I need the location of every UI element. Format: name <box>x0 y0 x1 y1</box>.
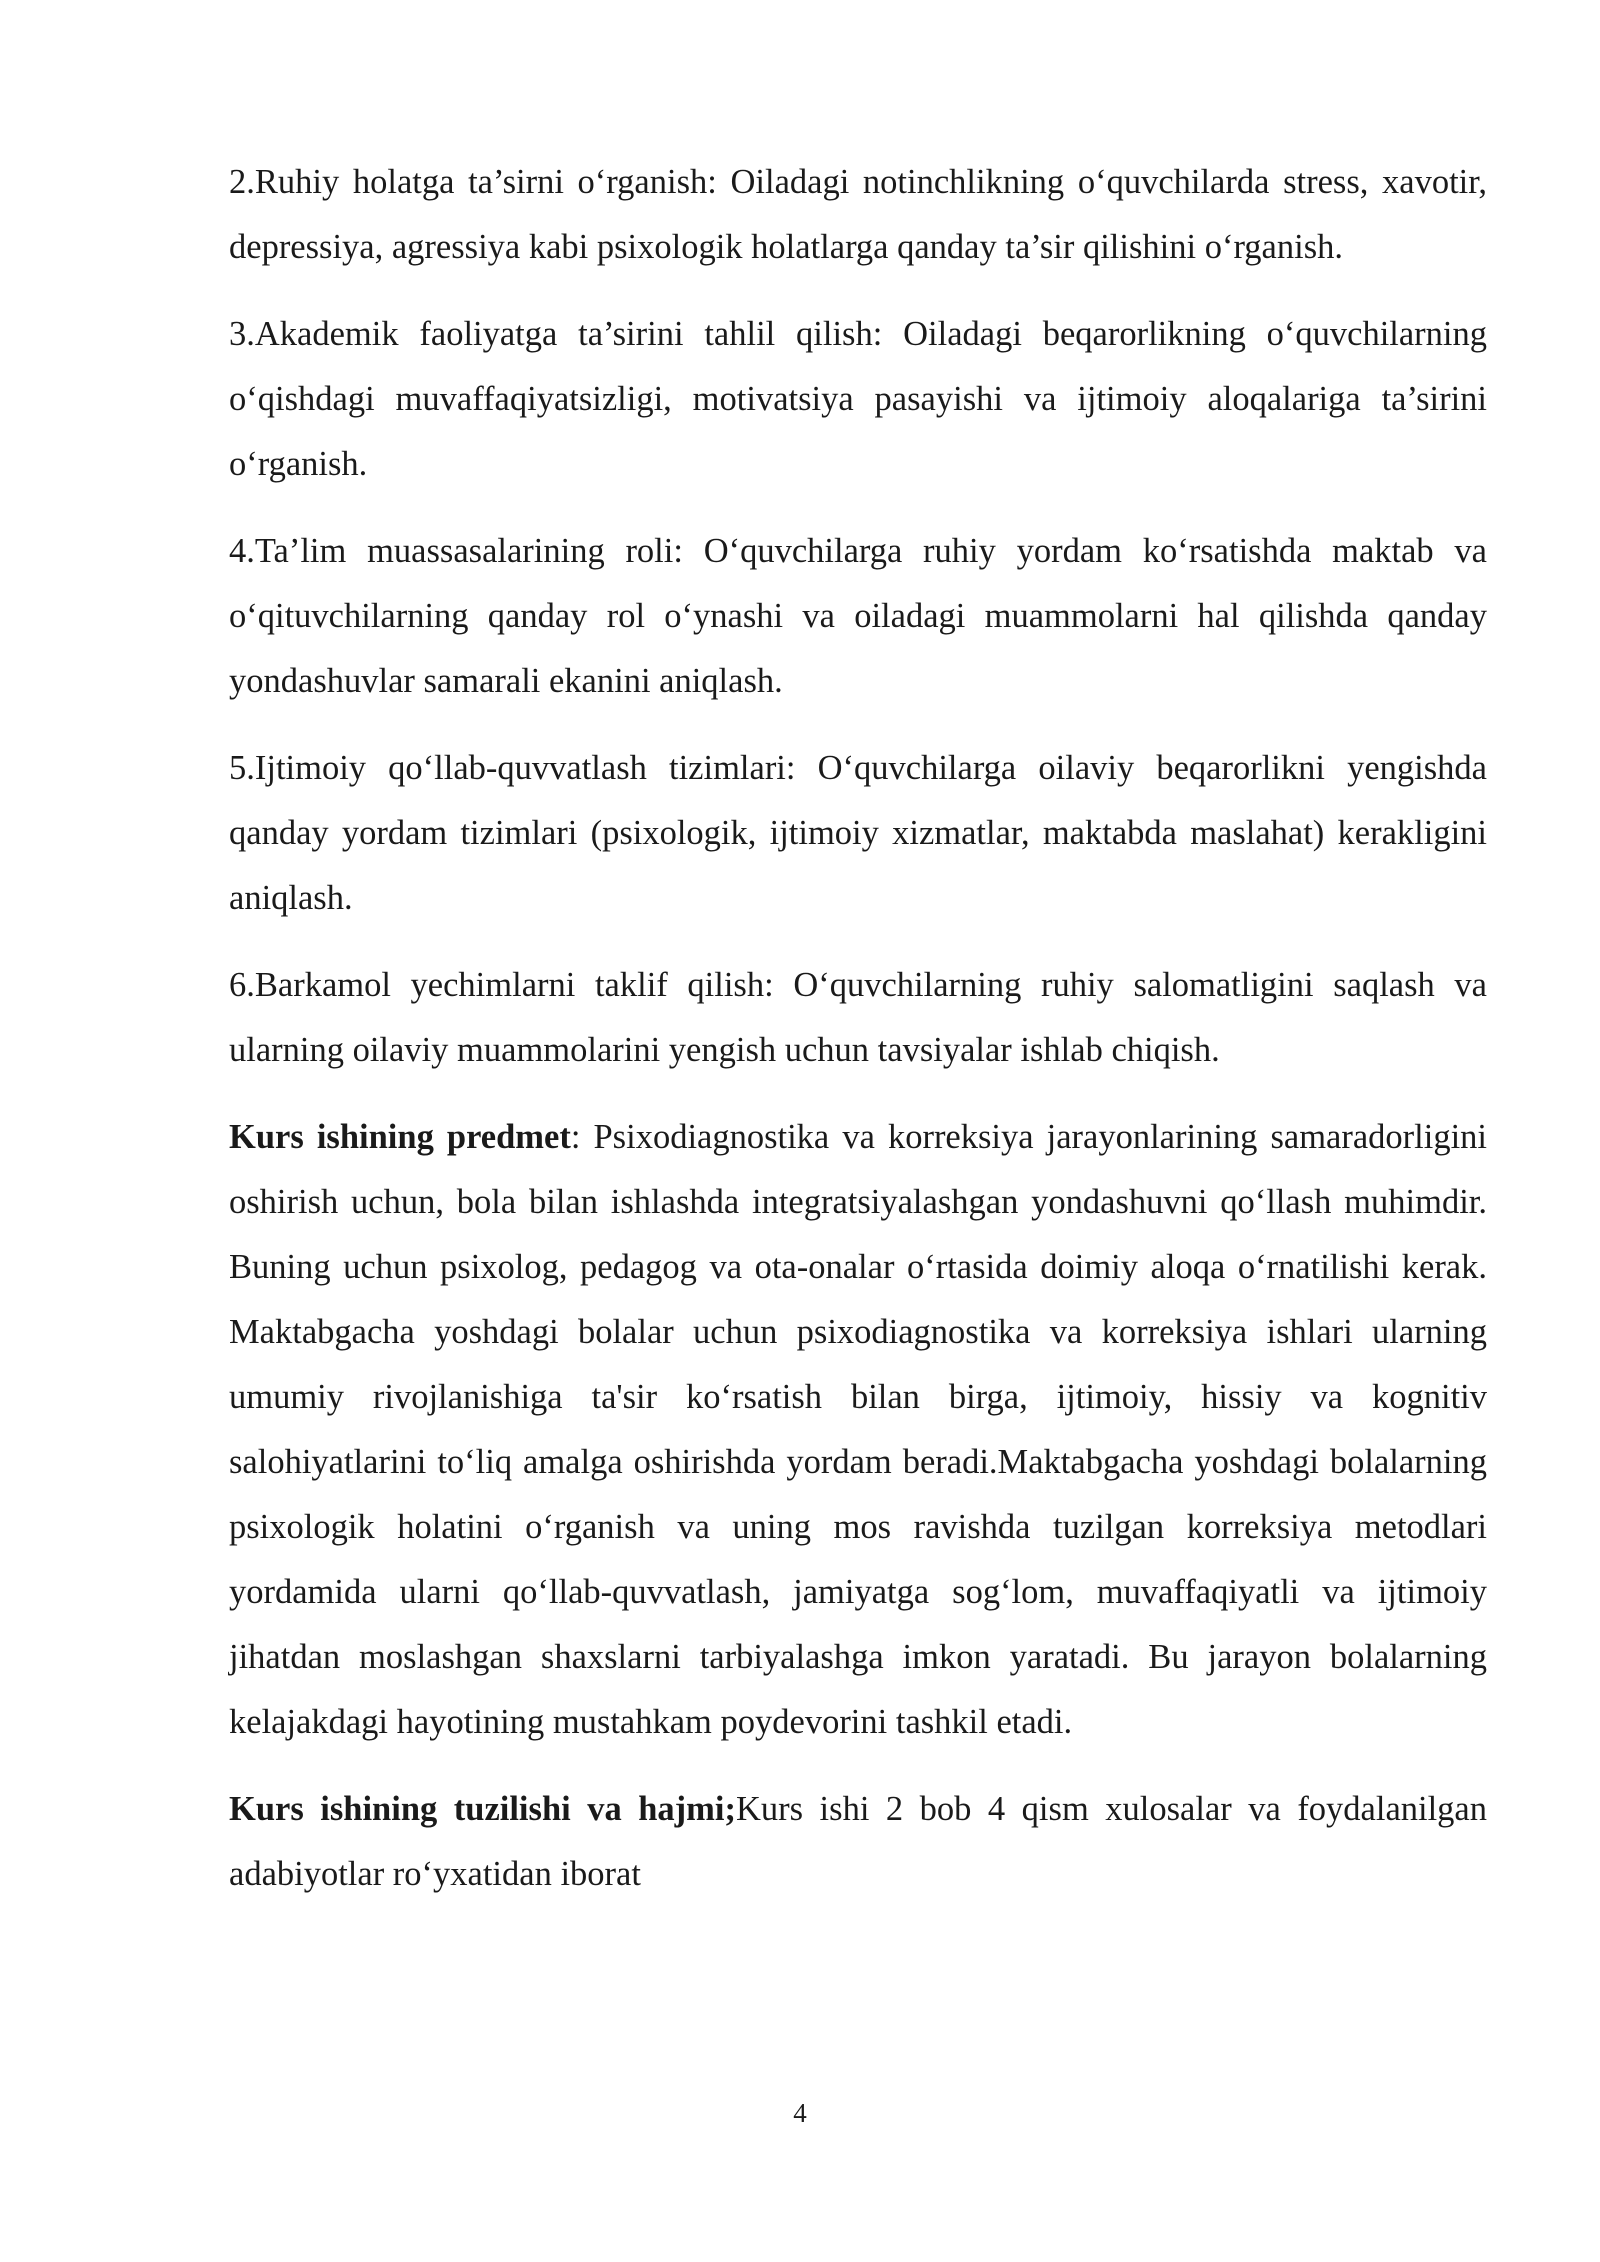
paragraph-item-5 <box>229 736 1487 931</box>
paragraph-text: 6.Barkamol yechimlarni taklif qilish: O‘quvchilarning ruhiy salomatligini saqlash va ularning oilaviy muammolarini yengish uchun tavsiyalar ishlab chiqish. <box>229 966 1487 1069</box>
paragraph-heading: Kurs ishining tuzilishi va hajmi; <box>229 1790 736 1828</box>
paragraph-text: 4.Ta’lim muassasalarining roli: O‘quvchilarga ruhiy yordam ko‘rsatishda maktab va o‘qituvchilarning qanday rol o‘ynashi va oiladagi muammolarni hal qilishda qanday yondashuvlar samarali ekanini aniqlash. <box>229 532 1487 700</box>
paragraph-item-4 <box>229 519 1487 714</box>
paragraph-item-2 <box>229 150 1487 280</box>
paragraph-item-3 <box>229 302 1487 497</box>
paragraph-text: : Psixodiagnostika va korreksiya jarayonlarining samaradorligini oshirish uchun, bola bilan ishlashda integratsiyalashgan yondashuvni qo‘llash muhimdir. Buning uchun psixolog, pedagog va ota-onalar o‘rtasida doimiy aloqa o‘rnatilishi kerak. Maktabgacha yoshdagi bolalar uchun psixodiagnostika va korreksiya ishlari ularning umumiy rivojlanishiga ta'sir ko‘rsatish bilan birga, ijtimoiy, hissiy va kognitiv salohiyatlarini to‘liq amalga oshirishda yordam beradi.Maktabgacha yoshdagi bolalarning psixologik holatini o‘rganish va uning mos ravishda tuzilgan korreksiya metodlari yordamida ularni qo‘llab-quvvatlash, jamiyatga sog‘lom, muvaffaqiyatli va ijtimoiy jihatdan moslashgan shaxslarni tarbiyalashga imkon yaratadi. Bu jarayon bolalarning kelajakdagi hayotining mustahkam poydevorini tashkil etadi. <box>229 1118 1487 1741</box>
paragraph-text: 5.Ijtimoiy qo‘llab-quvvatlash tizimlari: O‘quvchilarga oilaviy beqarorlikni yengishda qanday yordam tizimlari (psixologik, ijtimoiy xizmatlar, maktabda maslahat) kerakligini aniqlash. <box>229 749 1487 917</box>
paragraph-text: 2.Ruhiy holatga ta’sirni o‘rganish: Oiladagi notinchlikning o‘quvchilarda stress, xavotir, depressiya, agressiya kabi psixologik holatlarga qanday ta’sir qilishini o‘rganish. <box>229 163 1487 266</box>
document-body <box>229 150 1487 1929</box>
paragraph-item-6 <box>229 953 1487 1083</box>
paragraph-text: 3.Akademik faoliyatga ta’sirini tahlil qilish: Oiladagi beqarorlikning o‘quvchilarning o‘qishdagi muvaffaqiyatsizligi, motivatsiya pasayishi va ijtimoiy aloqalariga ta’sirini o‘rganish. <box>229 315 1487 483</box>
page-number: 4 <box>793 2098 807 2128</box>
paragraph-structure <box>229 1777 1487 1907</box>
paragraph-text: Kurs ishi 2 bob 4 qism xulosalar va foydalanilgan adabiyotlar ro‘yxatidan iborat <box>229 1790 1487 1893</box>
paragraph-subject <box>229 1105 1487 1755</box>
paragraph-heading: Kurs ishining predmet <box>229 1118 571 1156</box>
